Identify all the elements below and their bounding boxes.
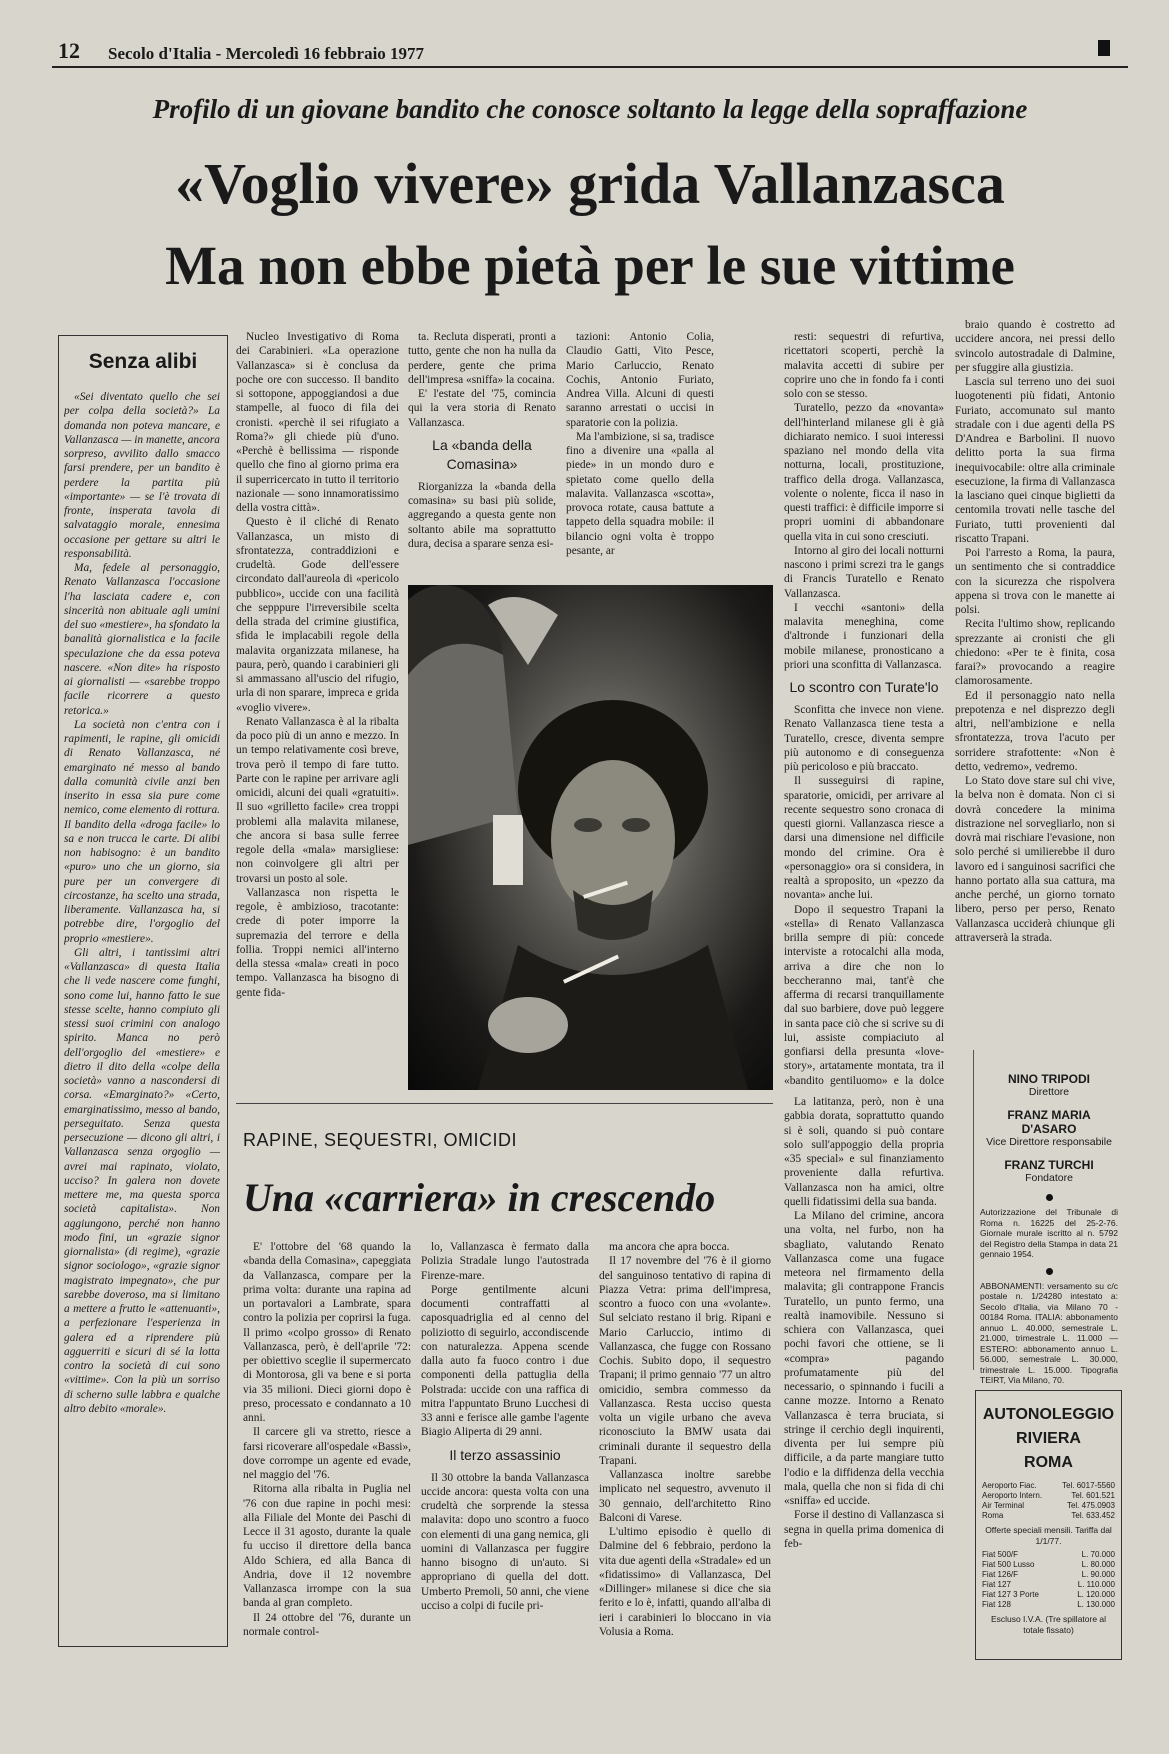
headline-kicker: Profilo di un giovane bandito che conosce soltanto la legge della sopraffazione bbox=[152, 94, 1028, 124]
paragraph: Gli altri, i tantissimi altri «Vallanzasca» di questa Italia che li vede nascere come funghi, sono come lui, hanno fatto le sue stesse scelte, hanno compiuto gli stessi suoi crimini con analogo spirito. Manca no però dell'orgoglio del «mestiere» e dietro il dito della «colpe della società» vanno a nascondersi di corsa. «Emarginato?» «Certo, emarginatissimo, messo al bando, perseguitato. Senza questa persecuzione — dicono gli altri, i Vallanzasca senza orgoglio — avrei mai rapinato, violato, ucciso? In galera non dovete mettere me, ma questa sporca società capitalista». Non aggiungono, perché non hanno modo fini, un «grazie signor giornalista» (di regime), «grazie signor sociologo», «grazie signor magistrato impegnato», che pur sarebbe doveroso, ma si limitano a mettere a frutto le «attenuanti», a perfezionare l'esperienza in galera ed a riprendere più agguerriti e sicuri di sé la lotta contro la società di cui sono «vittime». Con la più un sorriso di scherno sulle labbra e qualche altro debito «morale». bbox=[64, 946, 220, 1415]
article-column-3 bbox=[566, 330, 714, 580]
paragraph: Il 17 novembre del '76 è il giorno del sanguinoso tentativo di rapina di Piazza Vetra: prima dell'impresa, scontro a fuoco con una «volante». Sul selciato restano il brig. Ripani e Mario Carluccio, intimo di Vallanzasca, che fugge con Rossano Cochis. Subito dopo, il sequestro Trapani; il primo gennaio '77 un altro omicidio, sembra commesso da Vallanzasca. Resta ucciso questa volta un vigile urbano che aveva riconosciuto la BMW usata dai criminali durante il sequestro della Trapani. bbox=[599, 1255, 771, 1467]
section-column-2 bbox=[421, 1240, 589, 1660]
paragraph: Porge gentilmente alcuni documenti contraffatti al caposquadriglia ed al cenno del poliziotto di seguirlo, accondiscende con naturalezza. Appena scende dalla auto fa fuoco contro i due componenti della pattuglia della Polstrada: uccide con una raffica di mitra l'appuntato Bruno Lucchesi di 33 anni e ferisce alle gambe l'agente Biagio Aliperta di 29 anni. bbox=[421, 1283, 589, 1439]
paragraph: Vallanzasca non rispetta le regole, è ambizioso, tracotante: crede di poter imporre la supremazia del terrore e della follia. Troppi nemici all'interno della stessa «mala» creati in poco tempo. Vallanzasca ha bisogno di gente fida- bbox=[236, 886, 399, 999]
ad-rate-row: Fiat 127 3 Porte L. 120.000 bbox=[982, 1590, 1115, 1599]
ad-contact-row: Roma Tel. 633.452 bbox=[982, 1511, 1115, 1520]
ad-rate-row: Fiat 500 Lusso L. 80.000 bbox=[982, 1560, 1115, 1569]
ad-title-2: RIVIERA bbox=[1016, 1430, 1081, 1447]
ad-title-1: AUTONOLEGGIO bbox=[982, 1406, 1115, 1423]
paragraph: Forse il destino di Vallanzasca si segna in quella prima domenica di feb- bbox=[784, 1509, 944, 1550]
subscriptions-text: ABBONAMENTI: versamento su c/c postale n. 1/24280 intestato a: Secolo d'Italia, via Milano 70 - 00184 Roma. ITALIA: abbonamento annuo L. 40.000, semestrale L. 21.000, trimestrale L. 11.000 — ESTERO: abbonamento annuo L. 56.000, semestrale L. 30.000, trimestrale L. 15.000. Tipografia TEIRT, Via Milano, 70. bbox=[980, 1280, 1118, 1385]
founder-role: Fondatore bbox=[1025, 1172, 1073, 1184]
ad-rate-row: Fiat 128 L. 130.000 bbox=[982, 1600, 1115, 1609]
director-role: Direttore bbox=[1028, 1086, 1070, 1098]
photo-figure-icon bbox=[408, 585, 773, 1090]
ad-title-3: ROMA bbox=[1024, 1454, 1073, 1471]
paragraph: Questo è il cliché di Renato Vallanzasca, un misto di sfrontatezza, contraddizioni e crudeltà. Gode dell'essere circondato dall'aureola di «pericolo pubblico», uccide con una facilità che sepppure l'irreversibile scelta della strada del crimine giustifica, sfida le implacabili regole della malavita organizzata milanese, ha paura, però, quando i carabinieri gli si ammassano all'uscio del rifugio, urla di non sparare, impreca e grida «voglio vivere». bbox=[236, 516, 399, 714]
headline-line-2: Ma non ebbe pietà per le sue vittime bbox=[165, 235, 1015, 296]
headline-line-1: «Voglio vivere» grida Vallanzasca bbox=[175, 151, 1005, 216]
paragraph: Il susseguirsi di rapine, sparatorie, omicidi, per arrivare al recente sequestro sono cronaca di questi giorni. Vallanzasca riesce a darsi una dimensione nel difficile mondo del crimine. Ora è «personaggio» ora si considera, in realtà a sproposito, un «pezzo da novanta» anche lui. bbox=[784, 775, 944, 902]
paragraph: braio quando è costretto ad uccidere ancora, nei pressi dello svincolo autostradale di Dalmine, per sfuggire alla giustizia. bbox=[955, 319, 1115, 374]
paragraph: Renato Vallanzasca è al la ribalta da poco più di un anno e mezzo. In un tempo relativamente così breve, trova però il tempo di fare tutto. Parte con le rapine per arrivare agli omicidi, alcuni dei quali «gratuiti». Il suo «grilletto facile» crea troppi problemi alla malavita milanese, che ancora si basa sulle ferree regole della «mala» marsigliese: non coinvolgere gli altri per trovarsi un posto al sole. bbox=[236, 715, 399, 885]
article-column-1 bbox=[236, 330, 399, 1075]
paragraph: L'ultimo episodio è quello di Dalmine del 6 febbraio, perdono la vita due agenti della «Stradale» ed un «fidatissimo» di Vallanzasca, Del «Dillinger» milanese si dice che sia ferito e lo è, infatti, quando all'alba di ieri i carabinieri lo bloccano in via Volusia a Roma. bbox=[599, 1526, 771, 1638]
paragraph: Sconfitta che invece non viene. Renato Vallanzasca tiene testa a Turatello, cresce, diventa sempre più autonomo e di conseguenza più pericoloso e più braccato. bbox=[784, 704, 944, 773]
header-rule bbox=[52, 66, 1128, 68]
paragraph: La società non c'entra con i rapimenti, le rapine, gli omicidi di Renato Vallanzasca, né emarginato né messo al bando dalla comunità civile anzi ben inserito in essa sia pure come nemico, come elemento di rottura. Il bandito della «droga facile» lo sa e non trucca le carte. Di alibi non habisogno: è un bandito «puro» uno che un giorno, sia pure per un convergere di circostanze, ha scelto una strada, liberamente. Vallanzasca ha, si potrebbe dire, l'orgoglio del proprio «mestiere». bbox=[64, 718, 220, 945]
vice-director-role: Vice Direttore responsabile bbox=[986, 1136, 1112, 1148]
paragraph: La Milano del crimine, ancora una volta, nel furbo, non ha sbagliato, valutando Renato Vallanzasca come una fugace meteora nel firmamento della malavita; gli contrappone Francis Turatello, un punto fermo, una realtà inamovibile. Nessuno si schiera con Vallanzasca, quei pochi favori che ottiene, se li «compra» pagando profumatamente più del necessario, o spinnando i fucili a canne mozze. Intorno a Renato Vallanzasca è terra bruciata, si stringe il cerchio degli inquirenti, diventa per lui sempre più difficile, a da parte mangiare tutto l'odio e la diffidenza della vecchia mala, quella che non si fida di chi «sniffa» ed uccide. bbox=[784, 1210, 944, 1507]
paragraph: Recita l'ultimo show, replicando sprezzante ai cronisti che gli chiedono: «Per te è finita, cosa farai?» provocando a reagire clamorosamente. bbox=[955, 618, 1115, 688]
editorial-title: Senza alibi bbox=[88, 350, 198, 373]
paragraph: Vallanzasca inoltre sarebbe implicato nel sequestro, avvenuto il 30 gennaio, dell'architetto Rino Balconi di Varese. bbox=[599, 1469, 771, 1524]
paragraph: Ed il personaggio nato nella prepotenza e nel disprezzo degli altri, nell'ambizione e nella sfrontatezza, trova l'acuto per sorridere strafottente: «Non è detto, vedremo», vedremo. bbox=[955, 689, 1115, 773]
paragraph: Riorganizza la «banda della comasina» su basi più solide, aggregando a questa gente non soltanto abile ma soprattutto dura, decisa a sparare senza esi- bbox=[408, 480, 556, 550]
paragraph: Nucleo Investigativo di Roma dei Carabinieri. «La operazione Vallanzasca» si è conclusa da poche ore con successo. Il bandito si sottopone, appoggiandosi a due stampelle, al fuoco di fila dei cronisti. «perchè il sei rifugiato a Roma?» gli chiede più d'uno. «Perchè è bellissima — risponde quello che fino al giorno prima era il superricercato in tutto il territorio nazionale — sono innamoratissimo della vostra città». bbox=[236, 331, 399, 514]
corner-mark bbox=[1098, 40, 1110, 56]
article-column-4-continued bbox=[784, 1095, 944, 1655]
section-rule bbox=[236, 1103, 773, 1104]
masthead-box bbox=[980, 1072, 1118, 1386]
paragraph: «Sei diventato quello che sei per colpa della società?» La domanda non poteva mancare, e Vallanzasca — in manette, ancora sorpreso, avvilito dallo smacco farsi prendere, per un bandito è perdere la partita più «importante» — se l'è trovata di fronte, insperata tavola di salvataggio morale, ennesima occasione per gettare su altri le responsabilità. bbox=[64, 391, 220, 560]
paragraph: Ma, fedele al personaggio, Renato Vallanzasca l'occasione l'ha lasciata cadere e, con sincerità non abituale agli umini del suo «mestiere», ha sfondato la banalità giornalistica e la facile speculazione che da essa poteva nascere. «Non dite» ha risposto ai giornalisti — «sarebbe troppo facile ricorrere a questo retorica.» bbox=[64, 562, 220, 717]
paragraph: Turatello, pezzo da «novanta» dell'hinterland milanese gli è già dichiarato nemico. I suoi interessi spaziano nel mondo della vita notturna, locali, prostituzione, traffico della droga. Vallanzasca, volente o nolente, ficca il naso in questi traffici: è difficile imporre si propri uomini di abbandonare quella vita in cui sono cresciuti. bbox=[784, 402, 944, 543]
ad-contact-row: Aeroporto Intern. Tel. 601.521 bbox=[982, 1491, 1115, 1500]
ad-rate-row: Fiat 127 L. 110.000 bbox=[982, 1580, 1115, 1589]
subheading-comasina: La «banda della Comasina» bbox=[432, 436, 532, 472]
article-column-5 bbox=[955, 318, 1115, 1038]
paragraph: resti: sequestri di refurtiva, ricettatori scoperti, perchè la malavita accetti di subire per coprire uno che in fondo fa i conti solo con se stesso. bbox=[784, 331, 944, 400]
founder-name: FRANZ TURCHI bbox=[1004, 1158, 1094, 1172]
editorial-text bbox=[64, 390, 220, 1640]
paragraph: Lo Stato dove stare sul chi vive, la belva non è domata. Non ci si dovrà concedere la minima distrazione nel sorvegliarlo, non si dovrà mai rischiare l'evasione, non solo perché si umilierebbe il duro lavoro ed i sanguinosi sacrifici che hanno portato alla sua cattura, ma anche perché, un giorno tornato libero, perso per perso, Renato Vallanzasca ucciderà chiunque gli attraverserà la strada. bbox=[955, 775, 1115, 944]
section-kicker: RAPINE, SEQUESTRI, OMICIDI bbox=[243, 1130, 518, 1150]
ad-rate-row: Fiat 500/F L. 70.000 bbox=[982, 1550, 1115, 1559]
registration-text: Autorizzazione del Tribunale di Roma n. 16225 del 25-2-76. Giornale murale iscritto al n. 5792 del Registro della Stampa in data 21 gennaio 1954. bbox=[980, 1207, 1118, 1259]
ad-offer: Offerte speciali mensili. Tariffa dal 1/1/77. bbox=[985, 1525, 1112, 1546]
paragraph: Dopo il sequestro Trapani la «stella» di Renato Vallanzasca brilla sempre di più: concede interviste a rotocalchi alla moda, arriva a dire che non lo beccheranno mai, tant'è che afferma di recarsi tranquillamente dal suo barbiere, dove può leggere in santa pace ciò che si scrive su di lui, assiste compiaciuto al gonfiarsi della presunta «love-story», artatamente montata, tra il «bandito gentiluomo» e la dolce bbox=[784, 903, 944, 1087]
article-column-4 bbox=[784, 330, 944, 1090]
ad-contact-row: Air Terminal Tel. 475.0903 bbox=[982, 1501, 1115, 1510]
paragraph: E' l'estate del '75, comincia qui la vera storia di Renato Vallanzasca. bbox=[408, 388, 556, 429]
paragraph: lo, Vallanzasca è fermato dalla Polizia Stradale lungo l'autostrada Firenze-mare. bbox=[421, 1241, 589, 1282]
article-column-2 bbox=[408, 330, 556, 580]
paper-date-line: Secolo d'Italia - Mercoledì 16 febbraio 1977 bbox=[108, 44, 425, 63]
bullet-icon bbox=[1046, 1268, 1053, 1275]
paragraph: Il carcere gli va stretto, riesce a farsi ricoverare all'ospedale «Bassi», dove corrompe un agente ed evade, nel maggio del '76. bbox=[243, 1426, 411, 1481]
ad-footer: Escluso I.V.A. (Tre spillatore al totale fissato) bbox=[990, 1614, 1107, 1635]
section-column-1 bbox=[243, 1240, 411, 1660]
paragraph: Lascia sul terreno uno dei suoi luogotenenti più fidati, Antonio Furiato, accomunato sul manto stradale con i due agenti della PS D'Andrea e Barbolini. Il nuovo delitto porta la sua firma inequivocabile: oltre alla criminale esecuzione, la firma di Vallanzasca la lasciano quei cinque biglietti da centomila trovati nelle tasche del Furiato, tutti provenienti dal riscatto Trapani. bbox=[955, 376, 1115, 545]
vice-director-name: FRANZ MARIA D'ASARO bbox=[1007, 1108, 1091, 1136]
paragraph: Ma l'ambizione, si sa, tradisce fino a divenire una «palla al piede» in un mondo duro e spietato come quello della malavita. Vallanzasca «scotta», provoca rotate, causa battute a tappeto della squadra mobile: il bilancio ogni volta è troppo pesante, ar bbox=[566, 430, 714, 557]
masthead-divider bbox=[973, 1050, 974, 1370]
subheading-turatello: Lo scontro con Turate'lo bbox=[789, 679, 939, 695]
bullet-icon bbox=[1046, 1194, 1053, 1201]
paragraph: La latitanza, però, non è una gabbia dorata, soprattutto quando si è soli, quando si può contare solo sull'appoggio della propria «35 special» e sul finanziamento proveniente dalla refurtiva. Vallanzasca non ha amici, oltre quelli fidatissimi della sua banda. bbox=[784, 1096, 944, 1208]
subheading-terzo-assassinio: Il terzo assassinio bbox=[449, 1446, 561, 1463]
ad-contacts bbox=[976, 1475, 1121, 1635]
page-number: 12 bbox=[58, 38, 80, 63]
paragraph: E' l'ottobre del '68 quando la «banda della Comasina», capeggiata da Vallanzasca, compare per la prima volta: durante una rapina ad un portavalori a Lambrate, spara contro la polizia per coprirsi la fuga. Il primo «colpo grosso» di Renato Vallanzasca, però, è dell'aprile '72: per obiettivo sceglie il supermercato di Montorosa, gli va bene e si porta via 35 milioni. Dieci giorni dopo è preso, processato e condannato a 10 anni. bbox=[243, 1241, 411, 1424]
paragraph: Il 30 ottobre la banda Vallanzasca uccide ancora: questa volta con una crudeltà che sorprende la stessa malavita: dopo uno scontro a fuoco con elementi di una gang nemica, gli uomini di Vallanzasca per fuggire hanno bisogno di un'auto. Si appropriano di quella del dott. Umberto Premoli, 50 anni, che viene ucciso a colpi di fucile pri- bbox=[421, 1471, 589, 1612]
director-name: NINO TRIPODI bbox=[1007, 1072, 1090, 1086]
ad-contact-row: Aeroporto Fiac. Tel. 6017-5560 bbox=[982, 1481, 1115, 1490]
vallanzasca-photo bbox=[408, 585, 773, 1090]
paragraph: I vecchi «santoni» della malavita meneghina, come d'altronde i funzionari della mobile milanese, pronosticano a priori una sconfitta di Vallanzasca. bbox=[784, 601, 944, 671]
paragraph: ma ancora che apra bocca. bbox=[609, 1241, 730, 1253]
car-rental-ad bbox=[975, 1390, 1122, 1660]
section-title: Una «carriera» in crescendo bbox=[243, 1175, 716, 1220]
section-column-3 bbox=[599, 1240, 771, 1660]
ad-rate-row: Fiat 126/F L. 90.000 bbox=[982, 1570, 1115, 1579]
paragraph: tazioni: Antonio Colia, Claudio Gatti, Vito Pesce, Mario Carluccio, Renato Cochis, Antonio Furiato, Andrea Villa. Alcuni di questi saranno arrestati o uccisi in sparatorie con la polizia. bbox=[566, 331, 714, 429]
paragraph: Poi l'arresto a Roma, la paura, un sentimento che si contraddice con la sicurezza che rispolvera appena si trova con le manette ai polsi. bbox=[955, 547, 1115, 616]
paragraph: Ritorna alla ribalta in Puglia nel '76 con due rapine in pochi mesi: alla Filiale del Monte dei Paschi di Lecce il 31 agosto, durante la quale fu ucciso il direttore della banca Aldo Schiera, ed alla Banca di Andria, dove il 12 novembre Vallanzasca irrompe con la sua banda al gran completo. bbox=[243, 1483, 411, 1610]
paragraph: ta. Recluta disperati, pronti a tutto, gente che non ha nulla da perdere, gente che prima dell'impresa «sniffa» la cocaina. bbox=[408, 331, 556, 386]
paragraph: Intorno al giro dei locali notturni nascono i primi screzi tra le gangs di Francis Turatello e Renato Vallanzasca. bbox=[784, 544, 944, 600]
paragraph: Il 24 ottobre del '76, durante un normale control- bbox=[243, 1611, 411, 1638]
